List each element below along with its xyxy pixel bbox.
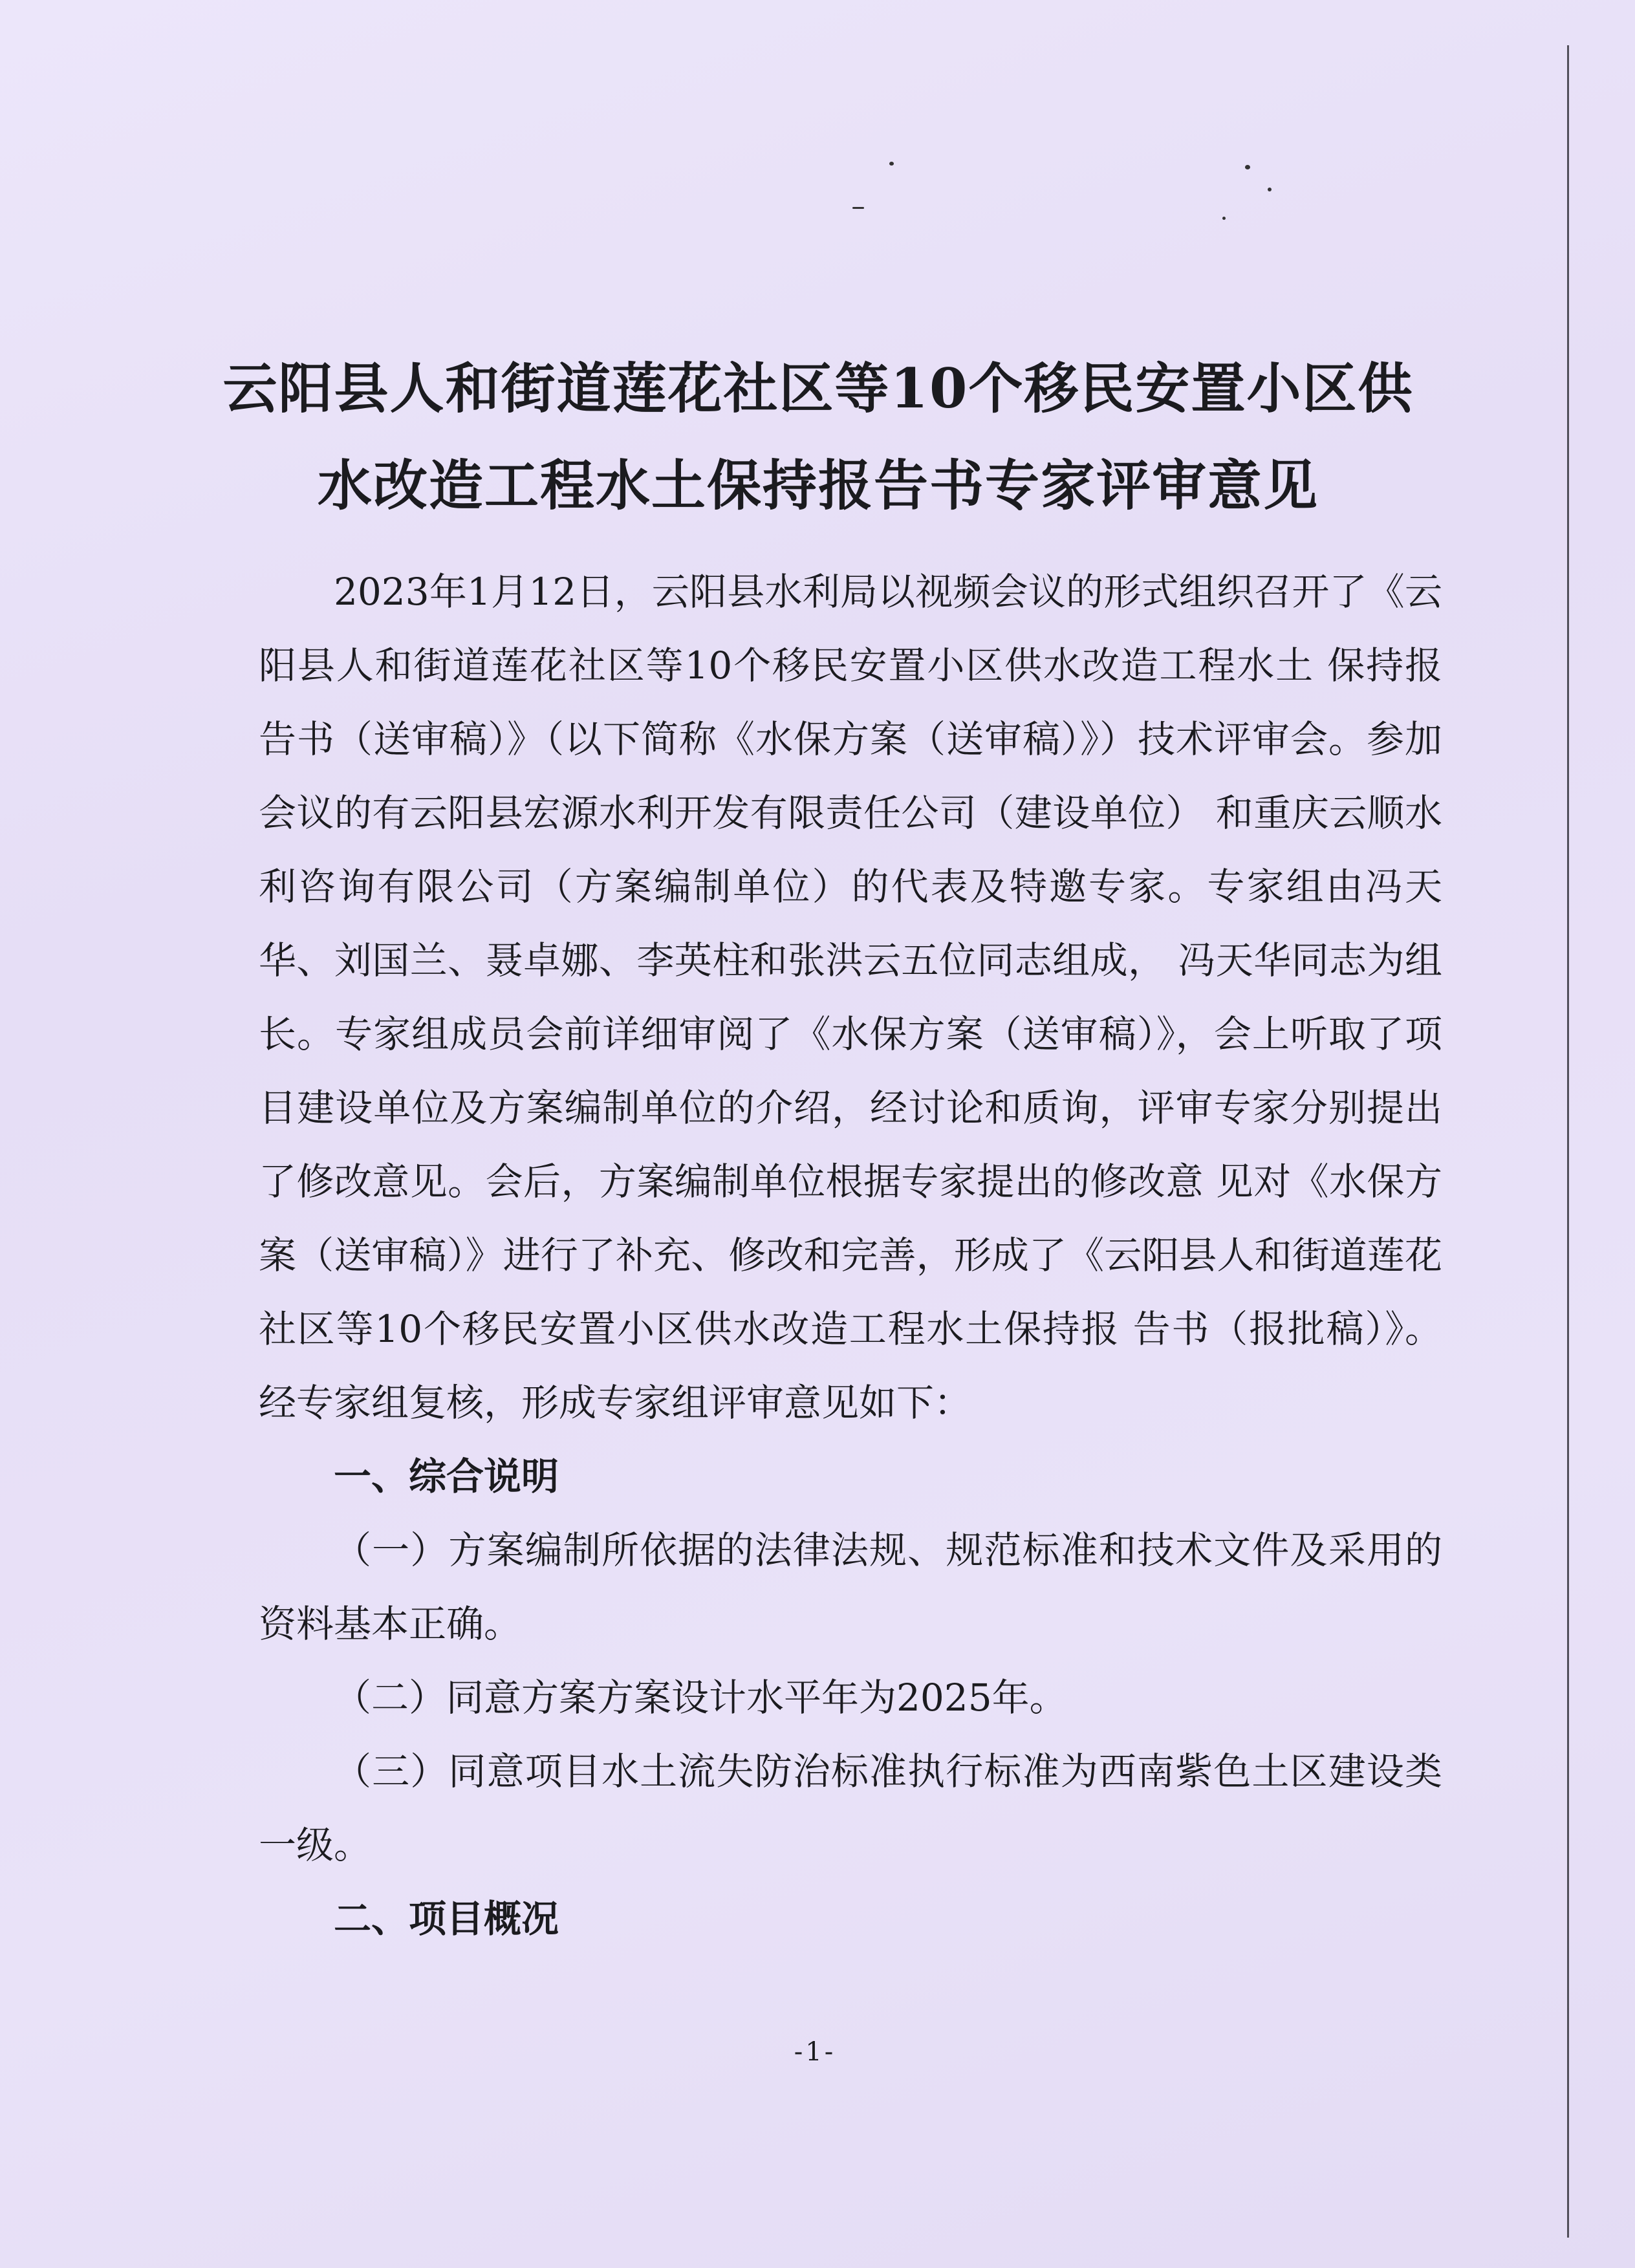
page-number: -1- xyxy=(794,2037,836,2067)
scan-speck xyxy=(1245,165,1250,169)
scan-speck xyxy=(852,207,864,209)
document-title xyxy=(194,340,1442,534)
list-item-2: （二）同意方案方案设计水平年为2025年。 xyxy=(334,1676,1067,1720)
section-heading-2: 二、项目概况 xyxy=(334,1897,559,1941)
intro-paragraph: 2023年1月12日，云阳县水利局以视频会议的形式组织召开了《云阳县人和街道莲花社区等10个移民安置小区供水改造工程水土 保持报告书（送审稿）》（以下简称《水保方案（送审稿）》）技术评审会。参加会议的有云阳县宏源水利开发有限责任公司（建设单位） 和重庆云顺水利咨询有限公司（方案编制单位）的代表及特邀专家。专家组由冯天华、刘国兰、聂卓娜、李英柱和张洪云五位同志组成， 冯天华同志为组长。专家组成员会前详细审阅了《水保方案（送审稿）》，会上听取了项目建设单位及方案编制单位的介绍，经讨论和质询，评审专家分别提出了修改意见。会后，方案编制单位根据专家提出的修改意 见对《水保方案（送审稿）》进行了补充、修改和完善，形成了《云阳县人和街道莲花社区等10个移民安置小区供水改造工程水土保持报 告书（报批稿）》。经专家组复核，形成专家组评审意见如下： xyxy=(259,570,1442,1425)
section-heading-1: 一、综合说明 xyxy=(334,1454,559,1498)
scan-speck xyxy=(1268,188,1272,191)
scan-speck xyxy=(889,162,894,166)
scan-speck xyxy=(1222,217,1226,220)
scan-margin-line xyxy=(1567,45,1569,2238)
list-item-3: （三）同意项目水土流失防治标准执行标准为西南紫色土区建设类一级。 xyxy=(259,1749,1442,1867)
title-line-1: 云阳县人和街道莲花社区等10个移民安置小区供 xyxy=(222,356,1414,421)
title-line-2: 水改造工程水土保持报告书专家评审意见 xyxy=(317,453,1319,518)
list-item-1: （一）方案编制所依据的法律法规、规范标准和技术文件及采用的资料基本正确。 xyxy=(259,1528,1442,1646)
document-body xyxy=(259,555,1442,1956)
